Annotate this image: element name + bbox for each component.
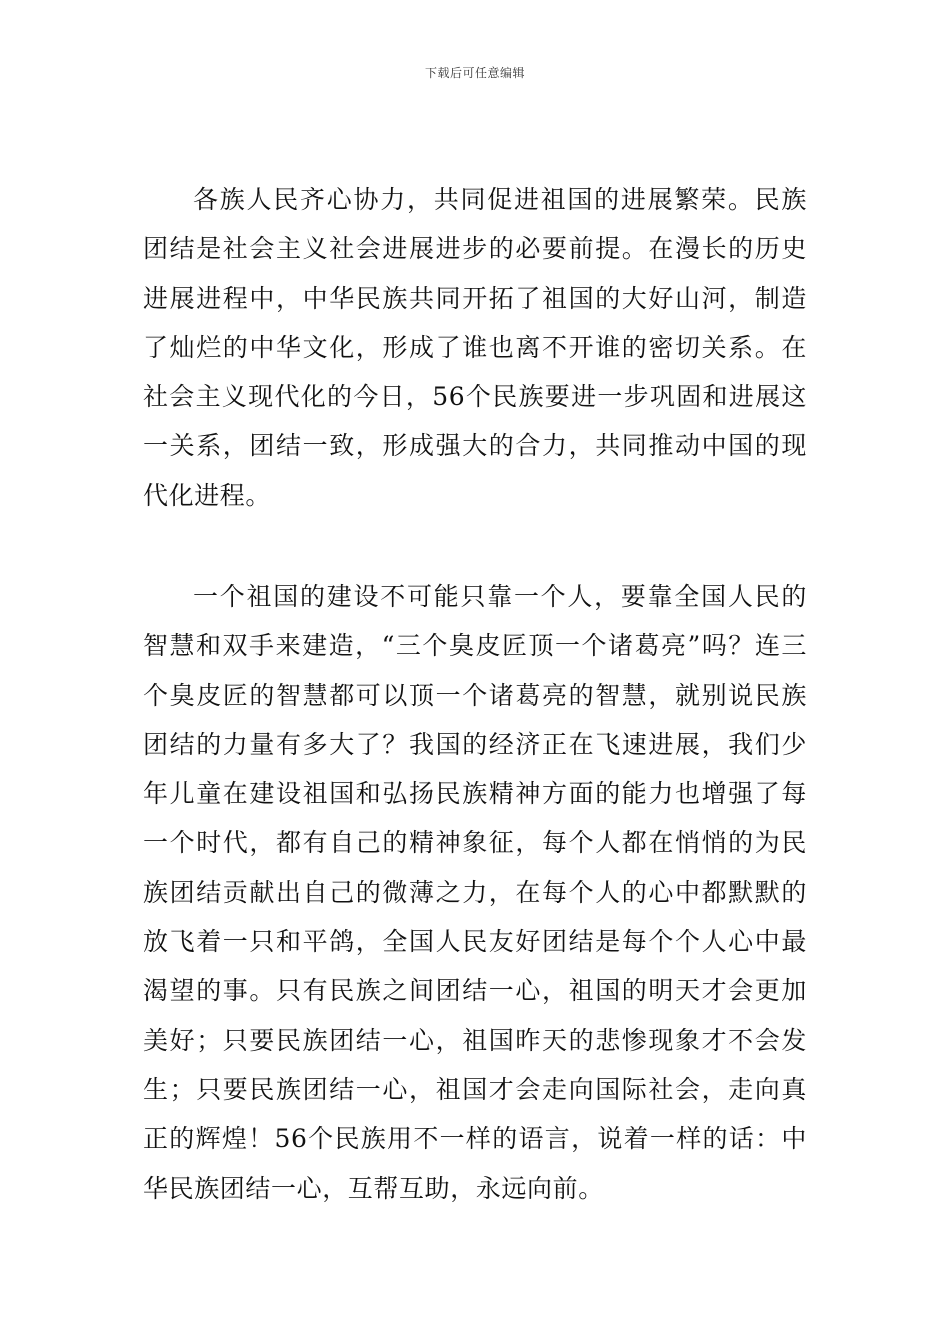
paragraph-2: 一个祖国的建设不可能只靠一个人，要靠全国人民的智慧和双手来建造，“三个臭皮匠顶一个诸葛亮”吗？连三个臭皮匠的智慧都可以顶一个诸葛亮的智慧，就别说民族团结的力量有多大了？我国的经济正在飞速进展，我们少年儿童在建设祖国和弘扬民族精神方面的能力也增强了每一个时代，都有自己的精神象征，每个人都在悄悄的为民族团结贡献出自己的微薄之力，在每个人的心中都默默的放飞着一只和平鸽，全国人民友好团结是每个个人心中最渴望的事。只有民族之间团结一心，祖国的明天才会更加美好；只要民族团结一心，祖国昨天的悲惨现象才不会发生；只要民族团结一心，祖国才会走向国际社会，走向真正的辉煌！56个民族用不一样的语言，说着一样的话：中华民族团结一心，互帮互助，永远向前。 (143, 582, 807, 1203)
paragraph-1: 各族人民齐心协力，共同促进祖国的进展繁荣。民族团结是社会主义社会进展进步的必要前提。在漫长的历史进展进程中，中华民族共同开拓了祖国的大好山河，制造了灿烂的中华文化，形成了谁也离不开谁的密切关系。在社会主义现代化的今日，56个民族要进一步巩固和进展这一关系，团结一致，形成强大的合力，共同推动中国的现代化进程。 (143, 185, 807, 510)
page-header: 下载后可任意编辑 (424, 66, 525, 80)
